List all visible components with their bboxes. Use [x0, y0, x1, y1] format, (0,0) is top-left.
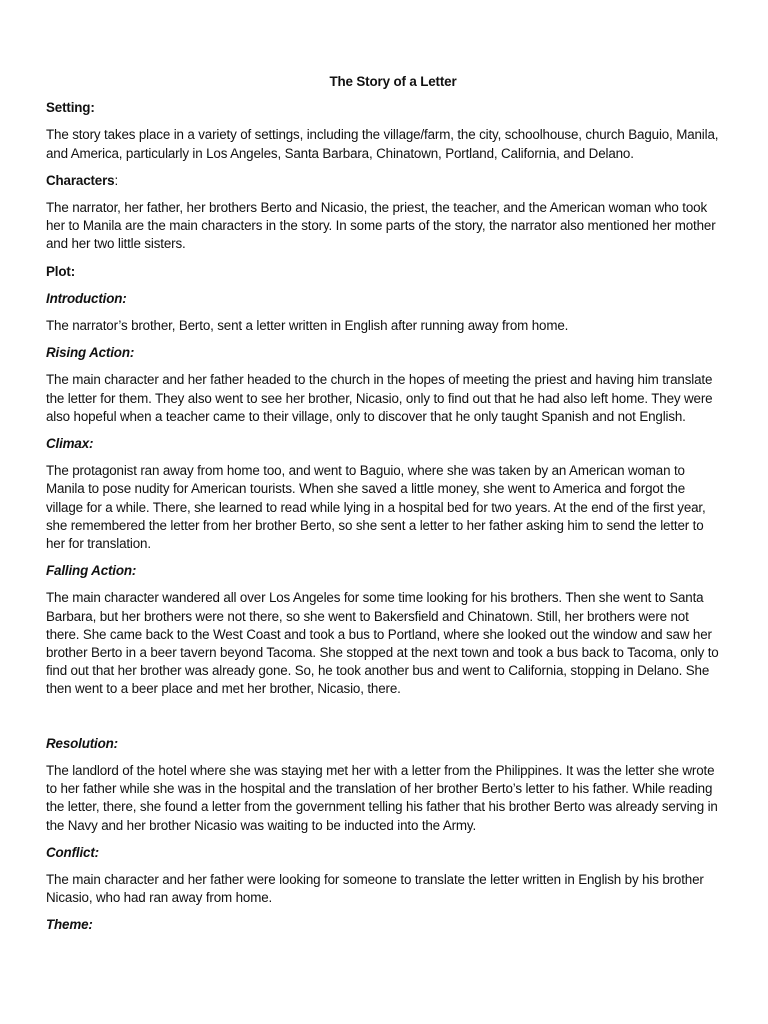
- document-page: [46, 73, 724, 944]
- climax-paragraph: The protagonist ran away from home too, and went to Baguio, where she was taken by an American woman to Manila to pose nudity for American tourists. When she saved a little money, she went to America and forgot the village for a while. There, she learned to read while lying in a hospital bed for two years. At the end of the first year, she remembered the letter from her brother Berto, so she sent a letter to her father asking him to send the letter to her for translation.: [46, 463, 706, 552]
- setting-heading: Setting:: [46, 100, 95, 116]
- falling-action-heading: Falling Action:: [46, 563, 137, 579]
- conflict-heading: Conflict:: [46, 844, 99, 860]
- blank-line: [46, 708, 724, 735]
- rising-action-heading: Rising Action:: [46, 345, 135, 361]
- theme-heading: Theme:: [46, 917, 93, 933]
- falling-action-paragraph: The main character wandered all over Los Angeles for some time looking for his brothers. Then she went to Santa Barbara, but her brothers were not there, so she went to Bakersfield and Chinatown. Still, her brothers were not there. She came back to the West Coast and took a bus to Portland, where she looked out the window and saw her brother Berto in a beer tavern beyond Tacoma. She stopped at the next town and took a bus back to Tacoma, only to find out that her brother was already gone. So, he took another bus and went to California, stopping in Delano. She then went to a beer place and met her brother, Nicasio, there.: [46, 590, 719, 697]
- resolution-paragraph: The landlord of the hotel where she was staying met her with a letter from the Philippines. It was the letter she wrote to her father while she was in the hospital and the translation of her brother Berto’s letter to his father. While reading the letter, there, she found a letter from the government telling his father that his brother Berto was already serving in the Navy and her brother Nicasio was waiting to be inducted into the Army.: [46, 762, 718, 833]
- characters-heading-label: Characters: [46, 172, 115, 188]
- resolution-heading: Resolution:: [46, 735, 118, 751]
- rising-action-paragraph: The main character and her father headed to the church in the hopes of meeting the priest and having him translate the letter for them. They also went to see her brother, Nicasio, only to find out that he had also left home. They were also hopeful when a teacher came to their village, only to discover that he only taught Spanish and not English.: [46, 372, 713, 424]
- introduction-heading: Introduction:: [46, 290, 127, 306]
- plot-heading: Plot:: [46, 263, 75, 279]
- characters-heading-colon: :: [114, 172, 119, 188]
- characters-paragraph: The narrator, her father, her brothers Berto and Nicasio, the priest, the teacher, and the American woman who took her to Manila are the main characters in the story. In some parts of the story, the narrator also mentioned her mother and her two little sisters.: [46, 200, 716, 252]
- characters-heading: [46, 172, 724, 190]
- introduction-paragraph: The narrator’s brother, Berto, sent a letter written in English after running away from home.: [46, 318, 569, 334]
- conflict-paragraph: The main character and her father were looking for someone to translate the letter written in English by his brother Nicasio, who had ran away from home.: [46, 871, 704, 906]
- setting-paragraph: The story takes place in a variety of settings, including the village/farm, the city, schoolhouse, church Baguio, Manila, and America, particularly in Los Angeles, Santa Barbara, Chinatown, Portland, California, and Delano.: [46, 127, 719, 161]
- document-title: The Story of a Letter: [329, 74, 457, 89]
- climax-heading: Climax:: [46, 436, 94, 452]
